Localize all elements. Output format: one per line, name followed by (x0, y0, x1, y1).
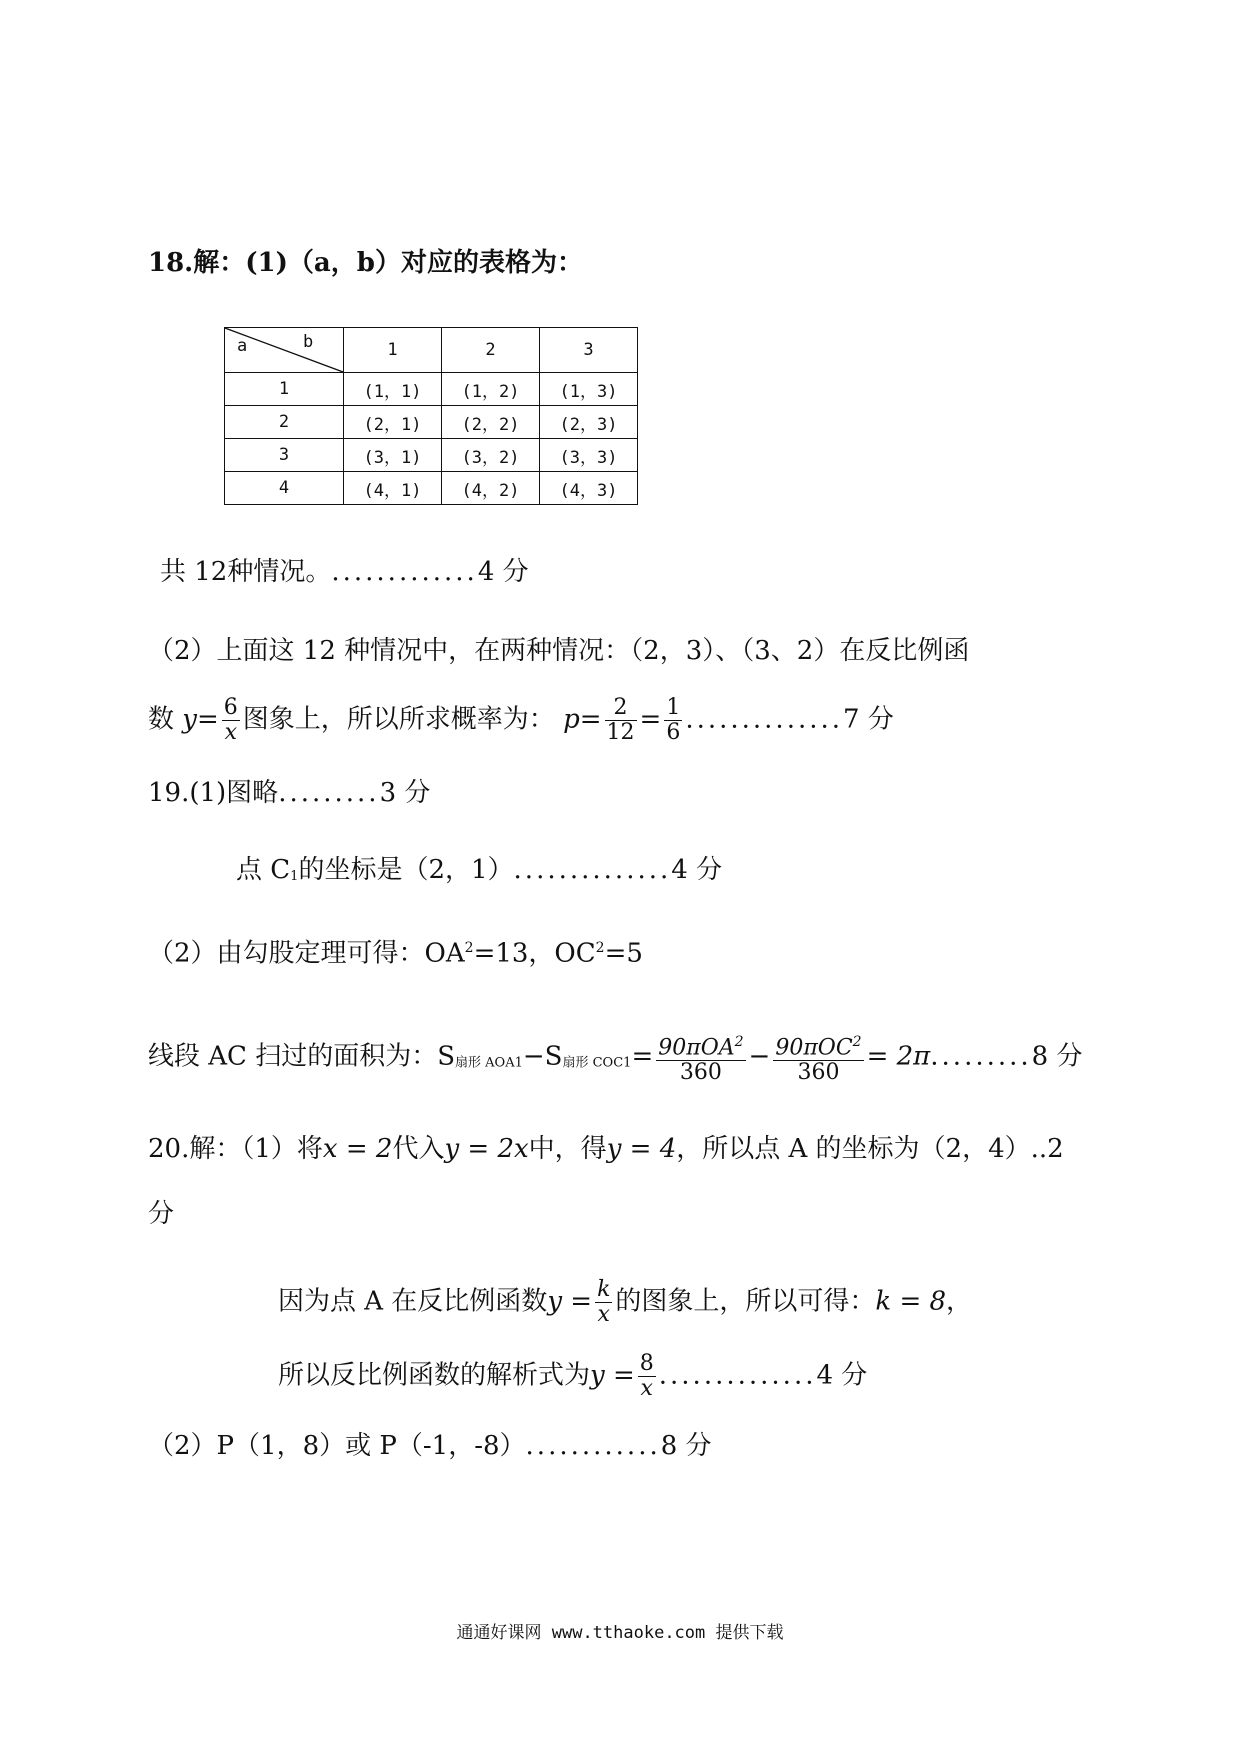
numerator: 2 (605, 696, 637, 721)
denominator: x (224, 720, 237, 745)
row-header: 4 (225, 472, 344, 505)
table-cell: (3，3) (540, 439, 638, 472)
leader-dots: ......... (930, 1041, 1032, 1072)
score: 4 分 (671, 855, 723, 885)
numerator: 1 (666, 695, 681, 720)
math: k = 8 (875, 1286, 947, 1317)
table-cell: (1，1) (344, 373, 442, 406)
table-cell: (4，3) (540, 472, 638, 505)
table-cell: (4，2) (442, 472, 540, 505)
numerator: 6 (223, 695, 238, 720)
equals: = (631, 1041, 654, 1072)
q19-area-line (148, 1030, 1082, 1085)
col-header: 1 (344, 328, 442, 373)
score: 7 分 (843, 704, 894, 735)
text: 图象上，所以所求概率为： (242, 704, 555, 735)
fraction-2-over-12 (605, 696, 637, 745)
denominator: x (597, 1302, 610, 1327)
table-row (225, 406, 638, 439)
superscript: 2 (734, 1034, 744, 1050)
fraction-oa (656, 1030, 745, 1085)
score: 4 分 (477, 557, 529, 587)
q19-part2 (148, 933, 643, 969)
table-cell: (3，2) (442, 439, 540, 472)
table-row (225, 439, 638, 472)
math: y = 2x (444, 1134, 529, 1164)
subscript: 扇形 COC1 (562, 1055, 632, 1071)
text: ，所以点 A 的坐标为（2，4）..2 (676, 1134, 1064, 1164)
fraction-8-over-x (638, 1352, 656, 1401)
score: 4 分 (816, 1360, 868, 1391)
subscript: 扇形 AOA1 (455, 1055, 523, 1071)
superscript: 2 (595, 940, 605, 956)
text: =5 (604, 938, 643, 969)
q18-part2-line1: （2）上面这 12 种情况中，在两种情况：（2，3）、（3、2）在反比例函 (148, 636, 970, 666)
total-text: 共 12种情况。 (160, 557, 332, 587)
fraction-oc (773, 1030, 863, 1085)
q20-line4 (278, 1352, 867, 1401)
leader-dots: ............. (331, 557, 478, 587)
score: 3 分 (379, 778, 431, 808)
fraction-1-over-6 (664, 696, 682, 745)
math: y = (590, 1360, 635, 1391)
score: 8 分 (1031, 1041, 1083, 1072)
outcome-table (224, 327, 638, 505)
numerator-text: 90πOA (658, 1035, 735, 1061)
numerator (773, 1030, 863, 1061)
denominator: 6 (666, 720, 681, 745)
minus: − (748, 1041, 771, 1072)
leader-dots: ............ (525, 1431, 661, 1461)
q20-part2 (148, 1431, 712, 1461)
footer-credit: 通通好课网 www.tthaoke.com 提供下载 (456, 1623, 784, 1643)
numerator: k (597, 1277, 611, 1302)
corner-label-a: a (237, 336, 248, 356)
text: （2）由勾股定理可得：OA (148, 938, 465, 969)
text: 所以反比例函数的解析式为 (278, 1360, 591, 1391)
equals: = (579, 704, 602, 735)
fraction-6-over-x (222, 696, 240, 745)
text: −S (522, 1041, 563, 1072)
leader-dots: ......... (278, 778, 380, 808)
text: 20.解：（1）将 (148, 1134, 323, 1164)
var-y: y (182, 704, 197, 735)
text: 中，得 (528, 1134, 607, 1164)
numerator: 8 (639, 1351, 654, 1376)
col-header: 2 (442, 328, 540, 373)
q18-part2-line2 (148, 696, 894, 745)
table-cell: (3，1) (344, 439, 442, 472)
text: 线段 AC 扫过的面积为：S (148, 1041, 456, 1072)
superscript: 2 (464, 940, 474, 956)
denominator: 360 (679, 1060, 722, 1086)
table-cell: (2，1) (344, 406, 442, 439)
leader-dots: .............. (685, 704, 844, 735)
q18-title: 18.解：(1)（a，b）对应的表格为： (148, 248, 583, 278)
q19-line1 (148, 778, 430, 808)
row-header: 2 (225, 406, 344, 439)
row-header: 3 (225, 439, 344, 472)
math: x = 2 (322, 1134, 393, 1164)
text: ， (946, 1286, 973, 1317)
leader-dots: .............. (513, 855, 672, 885)
text: 点 C (236, 855, 291, 885)
table-cell: (1，2) (442, 373, 540, 406)
denominator: x (640, 1376, 653, 1401)
table-cell: (2，2) (442, 406, 540, 439)
numerator-text: 90πOC (775, 1035, 853, 1061)
leader-dots: .............. (658, 1360, 817, 1391)
table-row (225, 373, 638, 406)
text: 代入 (392, 1134, 445, 1164)
corner-label-b: b (303, 332, 314, 352)
q18-total (160, 557, 529, 587)
var-p: p (563, 704, 580, 735)
equals: = (196, 704, 219, 735)
superscript: 2 (852, 1034, 862, 1050)
table-corner-cell (225, 328, 344, 373)
text: 的图象上，所以可得： (615, 1286, 876, 1317)
text: （2）P（1，8）或 P（-1，-8） (148, 1431, 526, 1461)
denominator: 360 (797, 1060, 840, 1086)
fraction-k-over-x (595, 1278, 612, 1327)
text: =13，OC (473, 938, 596, 969)
table-row (225, 472, 638, 505)
row-header: 1 (225, 373, 344, 406)
math: y = (547, 1286, 593, 1317)
table-cell: (1，3) (540, 373, 638, 406)
q20-line3 (278, 1278, 972, 1327)
subscript: 1 (290, 869, 299, 884)
col-header: 3 (540, 328, 638, 373)
table-cell: (4，1) (344, 472, 442, 505)
score: 8 分 (660, 1431, 712, 1461)
equals: = (639, 704, 662, 735)
result: = 2π (866, 1041, 931, 1072)
q20-line1 (148, 1134, 1064, 1164)
text: 因为点 A 在反比例函数 (278, 1286, 548, 1317)
math: y = 4 (606, 1134, 677, 1164)
q20-line2: 分 (148, 1199, 175, 1229)
denominator: 12 (606, 720, 635, 745)
text: 的坐标是（2，1） (298, 855, 514, 885)
q19-c1-line (236, 855, 722, 892)
table-cell: (2，3) (540, 406, 638, 439)
text: 数 (148, 704, 175, 735)
numerator (656, 1030, 745, 1061)
text: 19.(1)图略 (148, 778, 279, 808)
